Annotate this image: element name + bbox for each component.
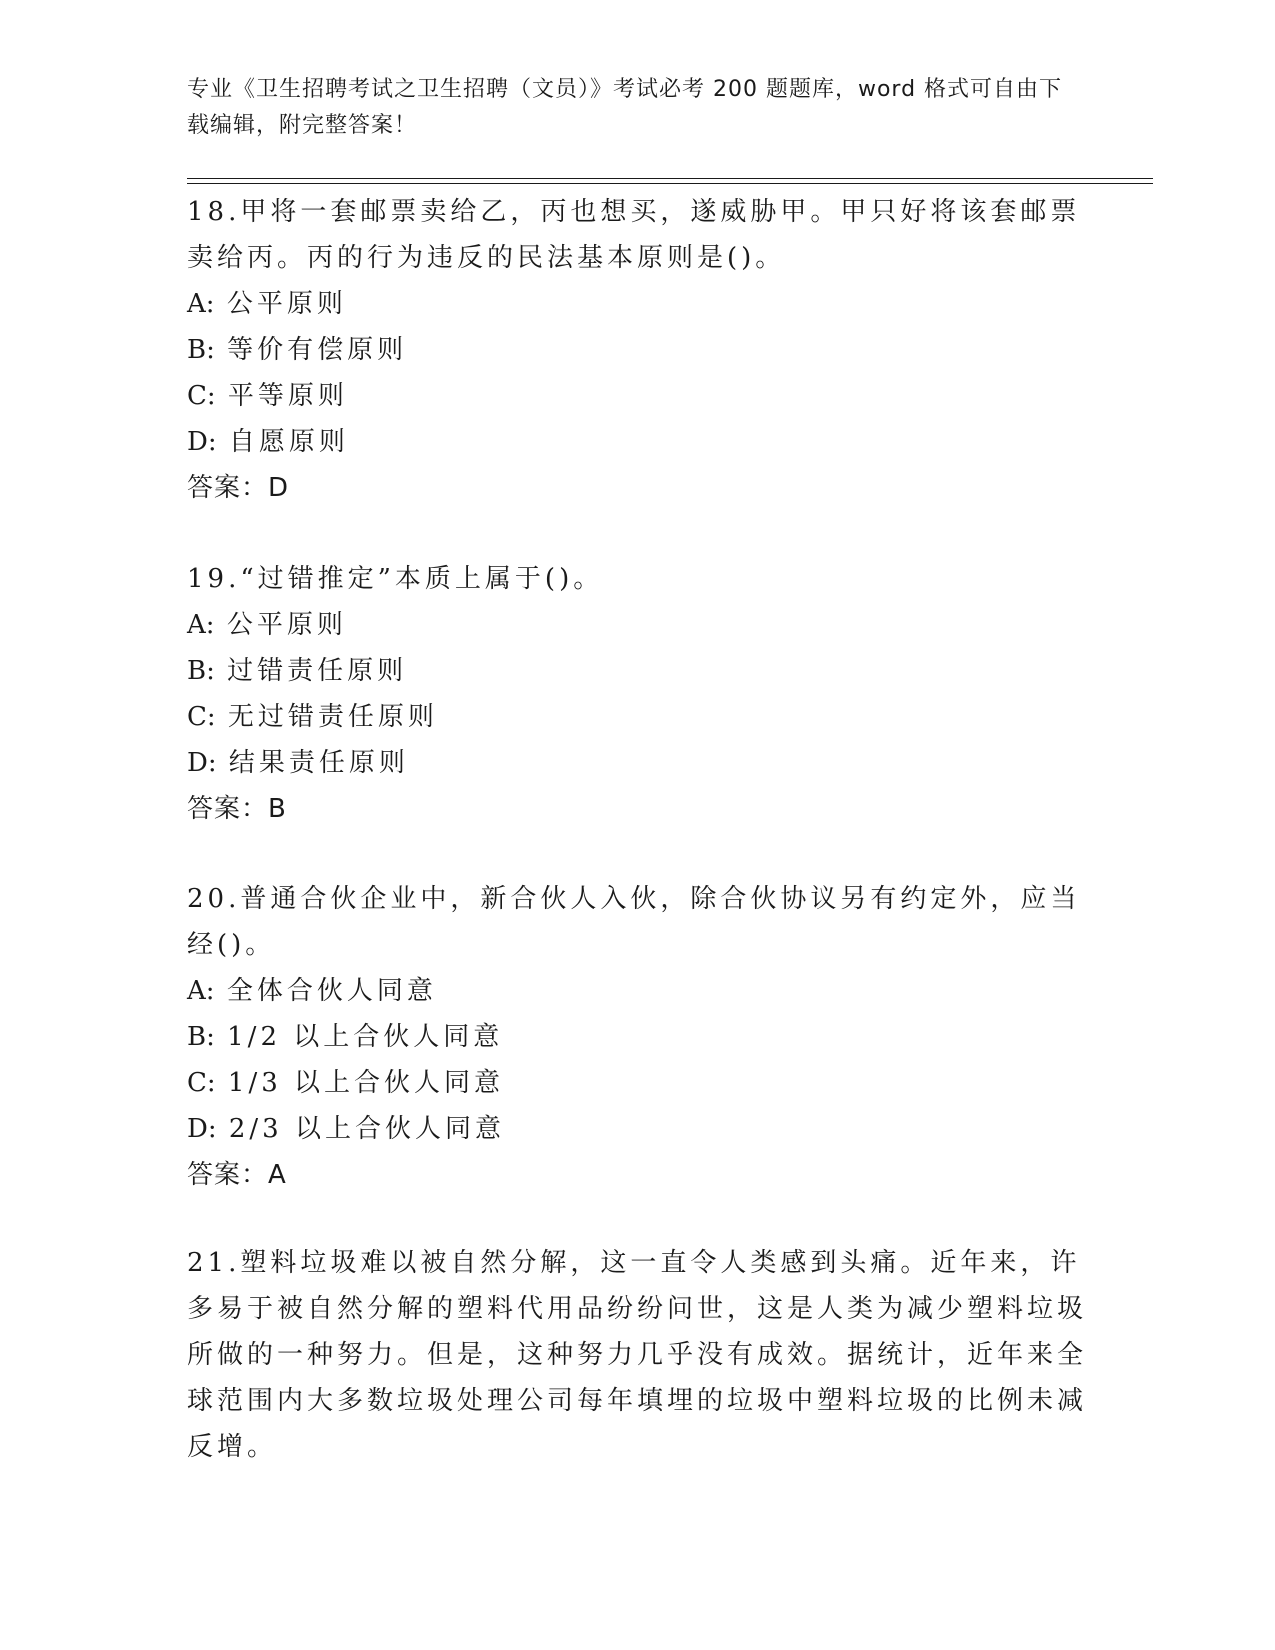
question-20 — [187, 876, 1087, 1198]
answer-line: 答案：A — [187, 1160, 287, 1190]
document-header: 专业《卫生招聘考试之卫生招聘（文员）》考试必考 200 题题库，word 格式可自由下载编辑，附完整答案！ — [187, 77, 1063, 138]
question-text: 18.甲将一套邮票卖给乙，丙也想买，遂威胁甲。甲只好将该套邮票卖给丙。丙的行为违反的民法基本原则是()。 — [187, 197, 1081, 273]
option-letter: D: — [187, 748, 217, 778]
option-letter: A: — [187, 976, 215, 1006]
option-d — [187, 1106, 1087, 1152]
question-18 — [187, 189, 1087, 511]
option-letter: D: — [187, 427, 217, 457]
question-21 — [187, 1240, 1087, 1470]
option-letter: B: — [187, 1022, 215, 1052]
option-text: 1/3 以上合伙人同意 — [227, 1068, 505, 1098]
option-text: 2/3 以上合伙人同意 — [228, 1114, 505, 1144]
option-b — [187, 1014, 1087, 1060]
option-text: 等价有偿原则 — [227, 335, 408, 365]
answer-line: 答案：D — [187, 473, 290, 503]
option-b — [187, 648, 1087, 694]
question-text: 19.“过错推定”本质上属于()。 — [187, 564, 604, 594]
option-text: 平等原则 — [227, 381, 348, 411]
option-text: 全体合伙人同意 — [226, 976, 437, 1006]
question-text: 20.普通合伙企业中，新合伙人入伙，除合伙协议另有约定外，应当经()。 — [187, 884, 1081, 960]
option-d — [187, 740, 1087, 786]
option-b — [187, 327, 1087, 373]
option-c — [187, 694, 1087, 740]
question-text: 21.塑料垃圾难以被自然分解，这一直令人类感到头痛。近年来，许多易于被自然分解的塑料代用品纷纷问世，这是人类为减少塑料垃圾所做的一种努力。但是，这种努力几乎没有成效。据统计，近年来全球范围内大多数垃圾处理公司每年填埋的垃圾中塑料垃圾的比例未减反增。 — [187, 1248, 1088, 1462]
option-a — [187, 602, 1087, 648]
option-letter: C: — [187, 381, 216, 411]
option-d — [187, 419, 1087, 465]
option-text: 自愿原则 — [228, 427, 349, 457]
header-rule-bottom — [187, 183, 1153, 184]
option-letter: B: — [187, 656, 215, 686]
option-a — [187, 281, 1087, 327]
question-19 — [187, 556, 1087, 832]
option-c — [187, 373, 1087, 419]
option-text: 无过错责任原则 — [227, 702, 438, 732]
option-letter: A: — [187, 610, 215, 640]
option-text: 过错责任原则 — [227, 656, 408, 686]
header-rule-top — [187, 178, 1153, 179]
option-letter: D: — [187, 1114, 217, 1144]
option-letter: C: — [187, 1068, 216, 1098]
option-text: 1/2 以上合伙人同意 — [227, 1022, 504, 1052]
answer-line: 答案：B — [187, 794, 287, 824]
option-letter: C: — [187, 702, 216, 732]
option-a — [187, 968, 1087, 1014]
option-letter: A: — [187, 289, 215, 319]
option-c — [187, 1060, 1087, 1106]
option-letter: B: — [187, 335, 215, 365]
option-text: 公平原则 — [226, 610, 347, 640]
option-text: 公平原则 — [226, 289, 347, 319]
option-text: 结果责任原则 — [228, 748, 409, 778]
